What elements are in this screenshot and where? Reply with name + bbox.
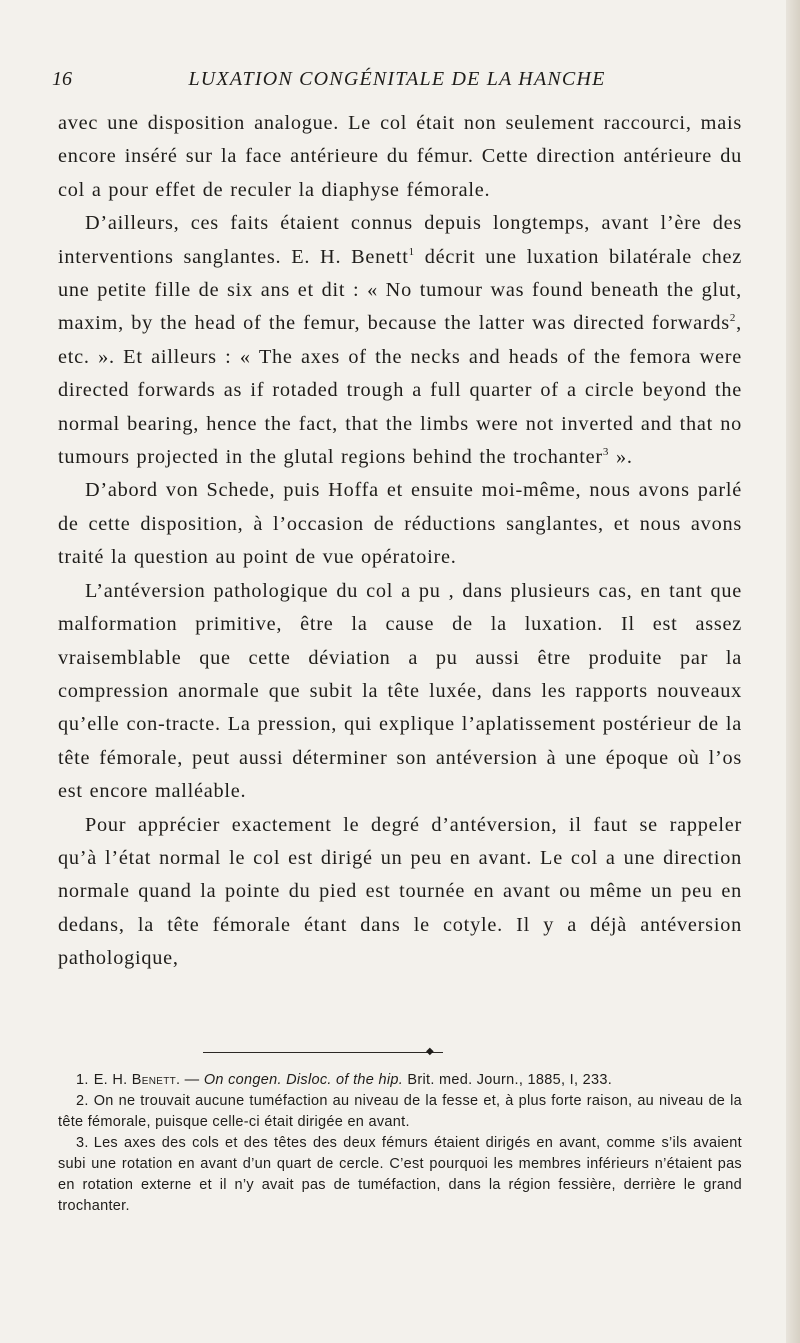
page-header bbox=[52, 68, 742, 98]
paragraph-2 bbox=[58, 207, 742, 474]
paragraph-2-part-b: décrit une luxation bilatérale chez une petite fille de six ans et dit : « No tumour was found beneath the glut, maxim, by the head of the femur, because the latter was directed forwards bbox=[58, 245, 743, 335]
footnote-ref-3: 3 bbox=[602, 446, 610, 459]
footnote-title: On congen. Disloc. of the hip. bbox=[203, 1072, 404, 1088]
footnote-3 bbox=[58, 1133, 742, 1217]
footnote-1 bbox=[58, 1070, 742, 1091]
footnote-text: Les axes des cols et des têtes des deux fémurs étaient dirigés en avant, comme s’ils avaient subi une rotation en avant d’un quart de cercle. C’est pourquoi les membres inférieurs n’étaient pas en rotation externe et il n’y avait pas de tuméfaction, dans la région fessière, derrière le grand trochanter. bbox=[58, 1135, 742, 1214]
footnote-separator bbox=[203, 1052, 443, 1053]
paragraph-2-part-c: , etc. ». Et ailleurs : « The axes of the necks and heads of the femora were directed forwards as if rotaded trough a full quarter of a circle beyond the normal bearing, hence the fact, that the limbs were not inverted and that no tumours projected in the glutal regions behind the trochanter bbox=[58, 312, 742, 469]
footnote-text: On ne trouvait aucune tuméfaction au niveau de la fesse et, à plus forte raison, au niveau de la tête fémorale, puisque celle-ci était dirigée en avant. bbox=[58, 1093, 742, 1130]
footnotes bbox=[58, 1070, 742, 1217]
paragraph-1: avec une disposition analogue. Le col était non seulement raccourci, mais encore inséré sur la face antérieure du fémur. Cette direction antérieure du col a pour effet de reculer la diaphyse fémorale. bbox=[58, 112, 742, 201]
page-edge bbox=[786, 0, 800, 1343]
footnote-number: 2. bbox=[76, 1093, 89, 1109]
footnote-ref-2: 2 bbox=[729, 312, 737, 325]
paragraph-2-part-a: D’ailleurs, ces faits étaient connus depuis longtemps, avant l’ère des interventions sanglantes. E. H. Benett bbox=[58, 212, 742, 268]
paragraph-4: L’antéversion pathologique du col a pu , dans plusieurs cas, en tant que malformation primitive, être la cause de la luxation. Il est assez vraisemblable que cette déviation a pu aussi être produite par la compression anormale que subit la tête luxée, dans les rapports nouveaux qu’elle con-tracte. La pression, qui explique l’aplatissement postérieur de la tête fémorale, peut aussi déterminer son antéversion à une époque où l’os est encore malléable. bbox=[58, 579, 742, 803]
paragraph-3: D’abord von Schede, puis Hoffa et ensuite moi-même, nous avons parlé de cette disposition, à l’occasion de réductions sanglantes, et nous avons traité la question au point de vue opératoire. bbox=[58, 479, 742, 569]
footnote-2 bbox=[58, 1091, 742, 1133]
footnote-author: E. H. Benett. bbox=[93, 1072, 181, 1088]
footnote-citation: Brit. med. Journ., 1885, I, 233. bbox=[403, 1072, 613, 1088]
footnote-number: 1. bbox=[76, 1072, 89, 1088]
page-number: 16 bbox=[52, 68, 72, 90]
footnote-ref-1: 1 bbox=[408, 245, 415, 258]
separator-mark: ◆ bbox=[426, 1046, 434, 1057]
footnote-separator-dash: — bbox=[180, 1072, 204, 1088]
main-text bbox=[58, 107, 742, 976]
paragraph-5: Pour apprécier exactement le degré d’antéversion, il faut se rappeler qu’à l’état normal le col est dirigé un peu en avant. Le col a une direction normale quand la pointe du pied est tournée en avant ou même un peu en dedans, la tête fémorale étant dans le cotyle. Il y a déjà antéversion pathologique, bbox=[58, 813, 742, 970]
footnote-number: 3. bbox=[76, 1135, 89, 1151]
paragraph-2-part-d: ». bbox=[609, 446, 633, 469]
running-title: LUXATION CONGÉNITALE DE LA HANCHE bbox=[188, 68, 606, 90]
